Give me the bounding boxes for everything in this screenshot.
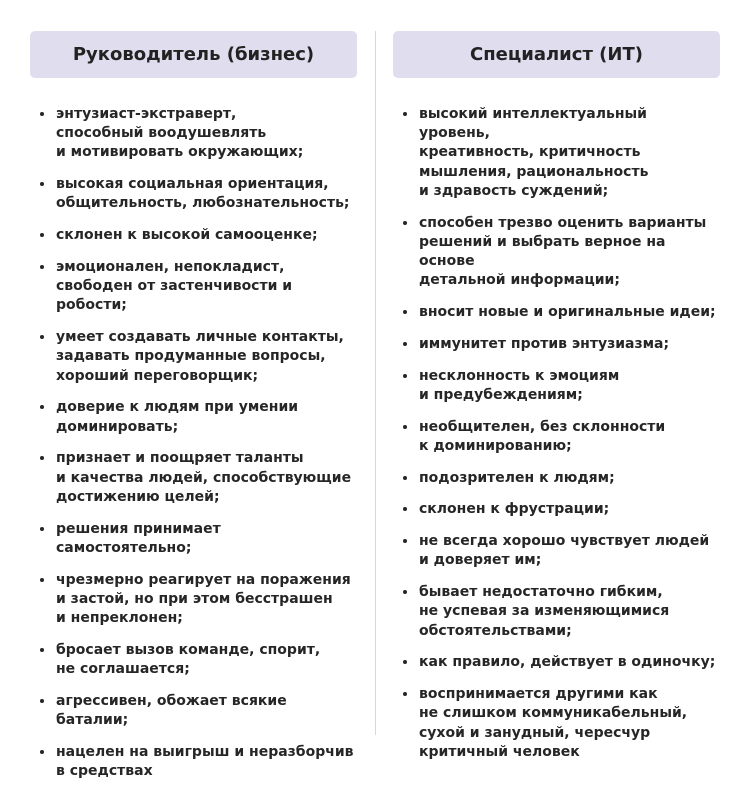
list-item: высокая социальная ориентация, общительность, любознательность; — [40, 175, 357, 213]
list-item: доверие к людям при умении доминировать; — [40, 398, 357, 436]
list-item: необщителен, без склонности к доминированию; — [403, 418, 720, 456]
list-item: подозрителен к людям; — [403, 469, 720, 488]
list-item: признает и поощряет таланты и качества людей, способствующие достижению целей; — [40, 449, 357, 507]
list-item: чрезмерно реагирует на поражения и застой, но при этом бесстрашен и непреклонен; — [40, 571, 357, 629]
specialist-traits-list — [403, 105, 720, 775]
specialist-title: Специалист (ИТ) — [470, 44, 643, 65]
column-divider — [375, 31, 376, 735]
list-item: склонен к фрустрации; — [403, 500, 720, 519]
manager-column — [30, 31, 357, 780]
list-item: вносит новые и оригинальные идеи; — [403, 303, 720, 322]
list-item: способен трезво оценить варианты решений и выбрать верное на основе детальной информации; — [403, 214, 720, 291]
list-item: энтузиаст-экстраверт, способный воодушевлять и мотивировать окружающих; — [40, 105, 357, 163]
specialist-column — [393, 31, 720, 760]
specialist-header — [393, 31, 720, 78]
list-item: бывает недостаточно гибким, не успевая за изменяющимися обстоятельствами; — [403, 583, 720, 641]
list-item: несклонность к эмоциям и предубеждениям; — [403, 367, 720, 405]
list-item: решения принимает самостоятельно; — [40, 520, 357, 558]
list-item: бросает вызов команде, спорит, не соглашается; — [40, 641, 357, 679]
list-item: иммунитет против энтузиазма; — [403, 335, 720, 354]
manager-title: Руководитель (бизнес) — [72, 44, 315, 65]
list-item: умеет создавать личные контакты, задавать продуманные вопросы, хороший переговорщик; — [40, 328, 357, 386]
list-item: не всегда хорошо чувствует людей и доверяет им; — [403, 532, 720, 570]
manager-traits-list — [40, 105, 357, 794]
list-item: нацелен на выигрыш и неразборчив в средствах — [40, 743, 357, 781]
list-item: склонен к высокой самооценке; — [40, 226, 357, 245]
list-item: воспринимается другими как не слишком коммуникабельный, сухой и занудный, чересчур критичный человек — [403, 685, 720, 762]
list-item: как правило, действует в одиночку; — [403, 653, 720, 672]
manager-header — [30, 31, 357, 78]
list-item: эмоционален, непокладист, свободен от застенчивости и робости; — [40, 258, 357, 316]
list-item: высокий интеллектуальный уровень, креативность, критичность мышления, рациональность и здравость суждений; — [403, 105, 720, 201]
list-item: агрессивен, обожает всякие баталии; — [40, 692, 357, 730]
